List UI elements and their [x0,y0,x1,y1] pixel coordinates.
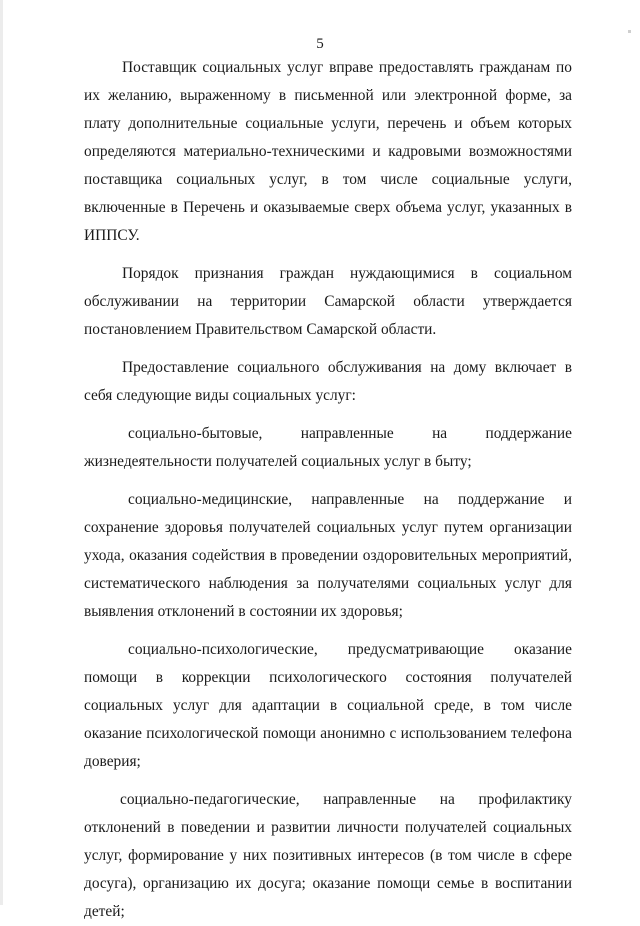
paragraph-social-pedagogical: социально-педагогические, направленные на профилактику отклонений в поведении и развитии личности получателей социальных услуг, формирование у них позитивных интересов (в том числе в сфере досуга), организацию их досуга; оказание помощи семье в воспитании детей; [84,791,572,920]
document-body [84,54,572,926]
paragraph-recognition-procedure: Порядок признания граждан нуждающимися в социальном обслуживании на территории Самарской области утверждается постановлением Правительством Самарской области. [84,265,572,338]
paragraph-social-household: социально-бытовые, направленные на поддержание жизнедеятельности получателей социальных услуг в быту; [84,425,572,470]
scan-speck [628,30,631,33]
paragraph-paid-services: Поставщик социальных услуг вправе предоставлять гражданам по их желанию, выраженному в письменной или электронной форме, за плату дополнительные социальные услуги, перечень и объем которых определяются материально-техническими и кадровыми возможностями поставщика социальных услуг, в том числе социальные услуги, включенные в Перечень и оказываемые сверх объема услуг, указанных в ИППСУ. [84,59,572,244]
paragraph-social-medical: социально-медицинские, направленные на поддержание и сохранение здоровья получателей социальных услуг путем организации ухода, оказания содействия в проведении оздоровительных мероприятий, систематического наблюдения за получателями социальных услуг для выявления отклонений в состоянии их здоровья; [84,491,572,620]
paragraph-social-psychological: социально-психологические, предусматривающие оказание помощи в коррекции психологического состояния получателей социальных услуг для адаптации в социальной среде, в том числе оказание психологической помощи анонимно с использованием телефона доверия; [84,641,572,770]
paragraph-home-services-intro: Предоставление социального обслуживания на дому включает в себя следующие виды социальных услуг: [84,359,572,404]
page-number: 5 [316,36,324,52]
scan-edge-mark [0,0,3,905]
